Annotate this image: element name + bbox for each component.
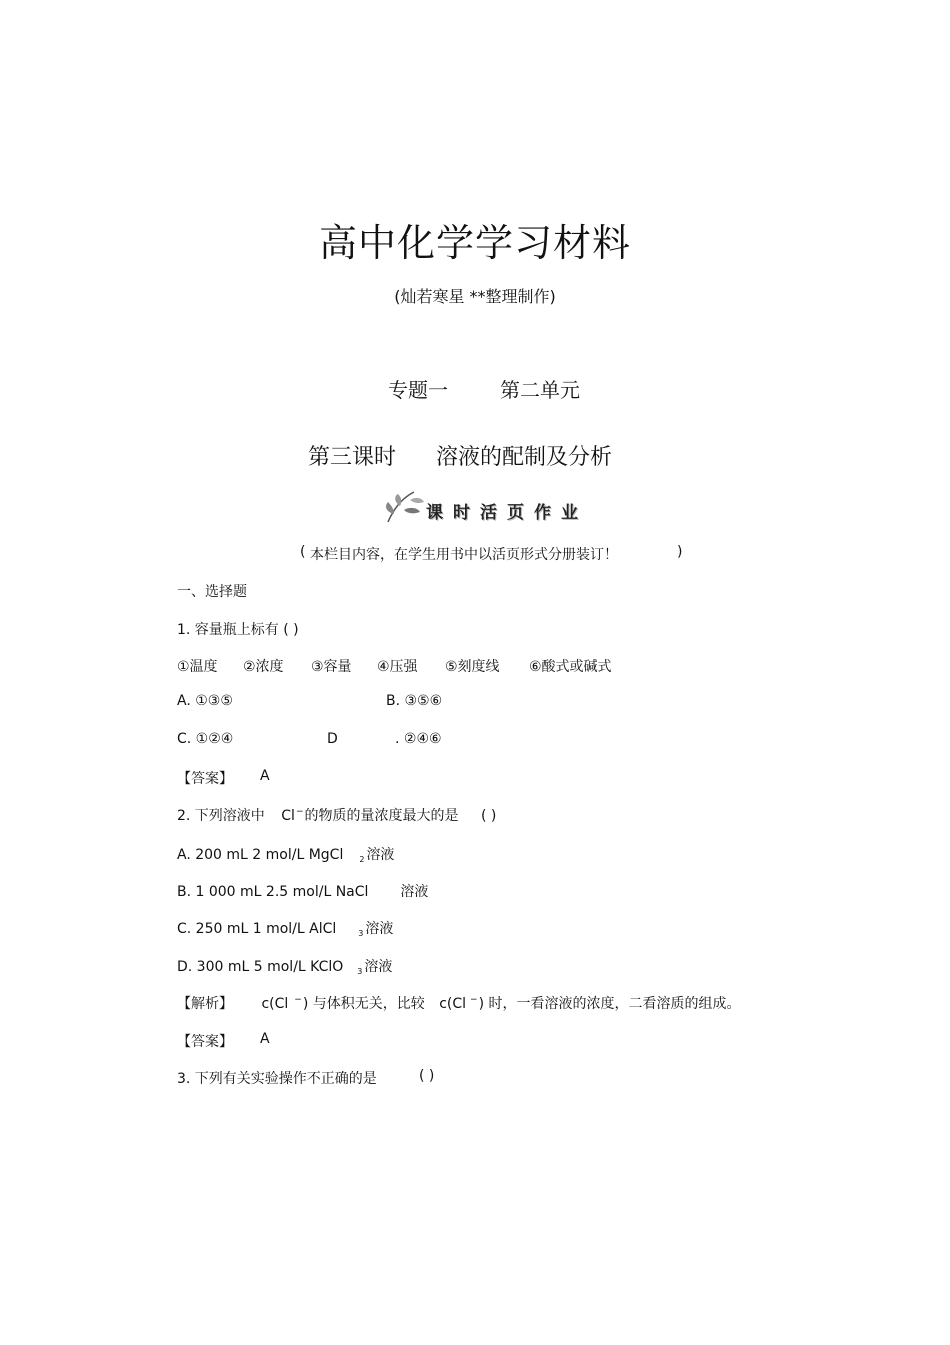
q2-stem-ion: Cl [281,808,295,824]
note-close-paren: ) [677,544,683,560]
q1-item: ③容量 [311,659,352,675]
q2-option-b-end: 溶液 [400,884,429,900]
q3-stem: 3. 下列有关实验操作不正确的是 [177,1071,377,1087]
q2-option-d [177,956,392,976]
q1-option-b: B. ③⑤⑥ [386,693,443,709]
q2-answer: A [260,1031,270,1047]
q1-item: ②浓度 [243,659,284,675]
q2-stem-paren: ( ) [480,808,497,824]
q2-analysis [177,993,741,1013]
q2-analysis-part3: c(Cl [439,996,467,1012]
q1-option-c: C. ①②④ [177,731,234,747]
homework-banner [380,488,600,528]
document-subtitle: (灿若寒星 **整理制作) [394,287,556,306]
section-heading: 一、选择题 [177,584,247,600]
q2-option-d-end: 溶液 [364,959,393,975]
q2-answer-label: 【答案】 [177,1034,233,1050]
note-open-paren: ( [300,544,306,560]
q1-stem: 1. 容量瓶上标有 ( ) [177,622,299,638]
q1-option-d-letter: D [327,731,338,747]
q2-analysis-part1: c(Cl [261,996,289,1012]
q1-option-d-text: . ②④⑥ [395,731,442,747]
q1-item: ④压强 [377,659,418,675]
q2-analysis-charge2: − [470,995,478,1005]
q1-option-a: A. ①③⑤ [177,693,233,709]
q3-paren: ( ) [419,1068,435,1084]
q2-option-c-sub: 3 [358,929,364,938]
banner-text: 课时活页作业 [426,503,588,523]
q2-option-a-end: 溶液 [366,847,395,863]
lesson-name: 溶液的配制及分析 [436,445,613,470]
q2-option-c [177,918,393,938]
binding-note: 本栏目内容，在学生用书中以活页形式分册装订！ [310,547,618,563]
lesson-period: 第三课时 [308,445,397,470]
q2-option-a-sub: 2 [359,855,365,864]
q2-stem-charge: − [295,807,304,817]
q2-analysis-part2: ) 与体积无关，比较 [302,996,425,1012]
q2-option-a-main: A. 200 mL 2 mol/L MgCl [177,847,344,863]
q1-item: ⑤刻度线 [445,659,500,675]
document-title: 高中化学学习材料 [318,221,631,265]
q2-option-d-main: D. 300 mL 5 mol/L KClO [177,959,344,975]
q2-option-b-main: B. 1 000 mL 2.5 mol/L NaCl [177,884,369,900]
q2-analysis-charge1: − [294,995,302,1005]
q2-stem-prefix: 2. 下列溶液中 [177,808,265,824]
q2-analysis-part4: ) 时，一看溶液的浓度，二看溶质的组成。 [478,996,741,1012]
q2-option-c-end: 溶液 [365,921,394,937]
q2-option-c-main: C. 250 mL 1 mol/L AlCl [177,921,337,937]
q1-item: ⑥酸式或碱式 [529,659,612,675]
q2-option-d-sub: 3 [357,967,363,976]
topic-label: 专题一 [388,378,448,402]
q2-stem-suffix: 的物质的量浓度最大的是 [304,808,459,824]
q2-analysis-label: 【解析】 [177,996,233,1012]
unit-label: 第二单元 [500,378,580,402]
q1-answer-label: 【答案】 [177,771,233,787]
q1-answer: A [260,768,270,784]
q2-option-b [177,881,428,901]
q2-option-a [177,844,394,864]
q2-stem [177,805,496,825]
q1-item: ①温度 [177,659,218,675]
